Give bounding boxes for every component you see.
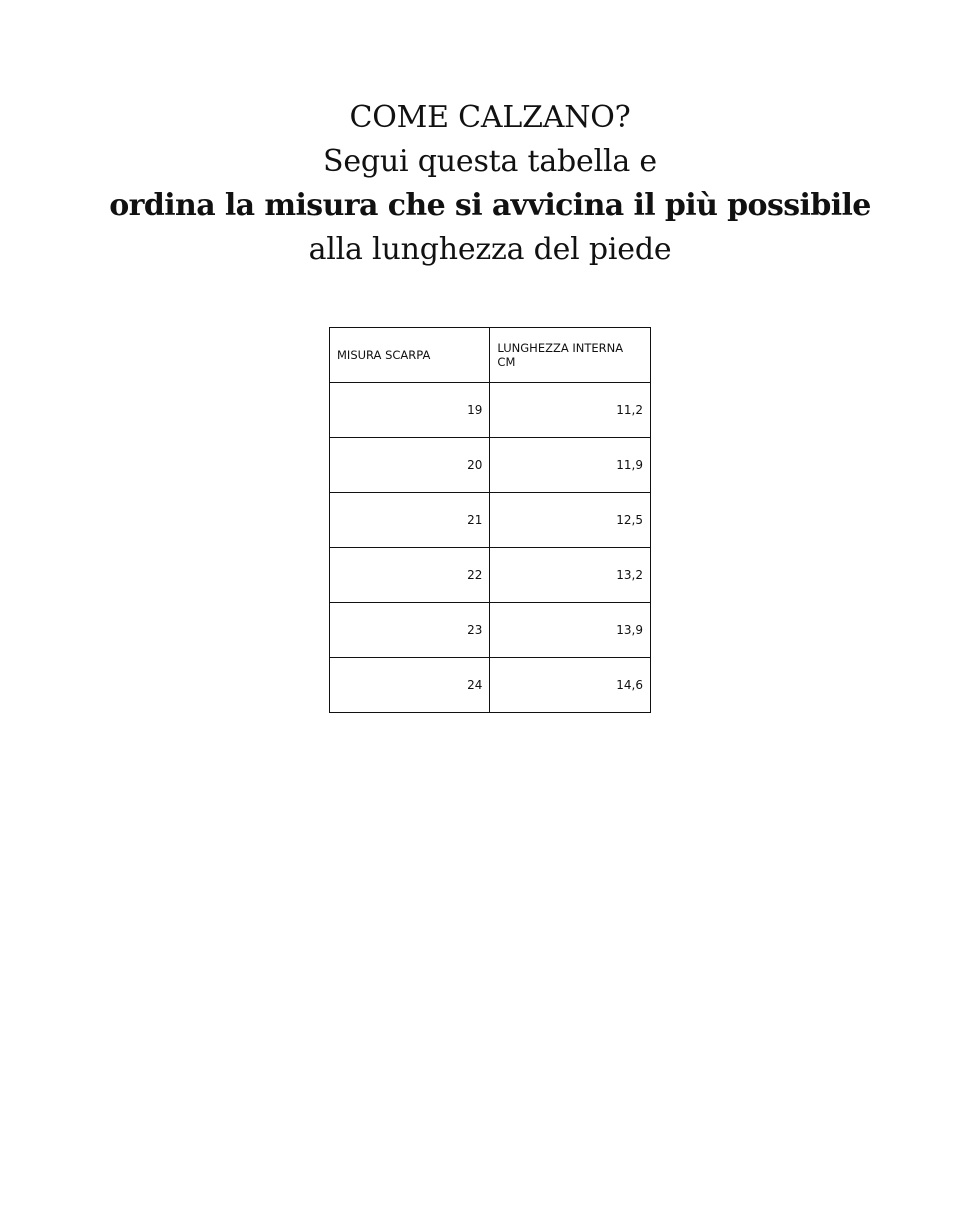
inner-length-cell: 11,2 <box>490 383 651 438</box>
table-row <box>330 438 651 493</box>
table-row <box>330 493 651 548</box>
table-row <box>330 658 651 713</box>
shoe-size-cell: 20 <box>330 438 490 493</box>
table-row <box>330 383 651 438</box>
heading-tail: alla lunghezza del piede <box>308 232 672 267</box>
shoe-size-cell: 22 <box>330 548 490 603</box>
inner-length-cell: 14,6 <box>490 658 651 713</box>
shoe-size-cell: 23 <box>330 603 490 658</box>
heading-title: COME CALZANO? <box>349 100 631 135</box>
size-chart-table <box>329 327 651 713</box>
inner-length-cell: 13,9 <box>490 603 651 658</box>
heading-emphasis: ordina la misura che si avvicina il più possibile <box>109 188 871 223</box>
page-heading <box>0 96 980 272</box>
table-row <box>330 603 651 658</box>
table-row <box>330 548 651 603</box>
heading-subtitle: Segui questa tabella e <box>323 144 657 179</box>
inner-length-cell: 12,5 <box>490 493 651 548</box>
shoe-size-cell: 24 <box>330 658 490 713</box>
inner-length-cell: 11,9 <box>490 438 651 493</box>
inner-length-cell: 13,2 <box>490 548 651 603</box>
shoe-size-cell: 21 <box>330 493 490 548</box>
table-header-row <box>330 328 651 383</box>
column-header-shoe-size: MISURA SCARPA <box>330 328 490 383</box>
shoe-size-cell: 19 <box>330 383 490 438</box>
column-header-inner-length: LUNGHEZZA INTERNA CM <box>490 328 651 383</box>
